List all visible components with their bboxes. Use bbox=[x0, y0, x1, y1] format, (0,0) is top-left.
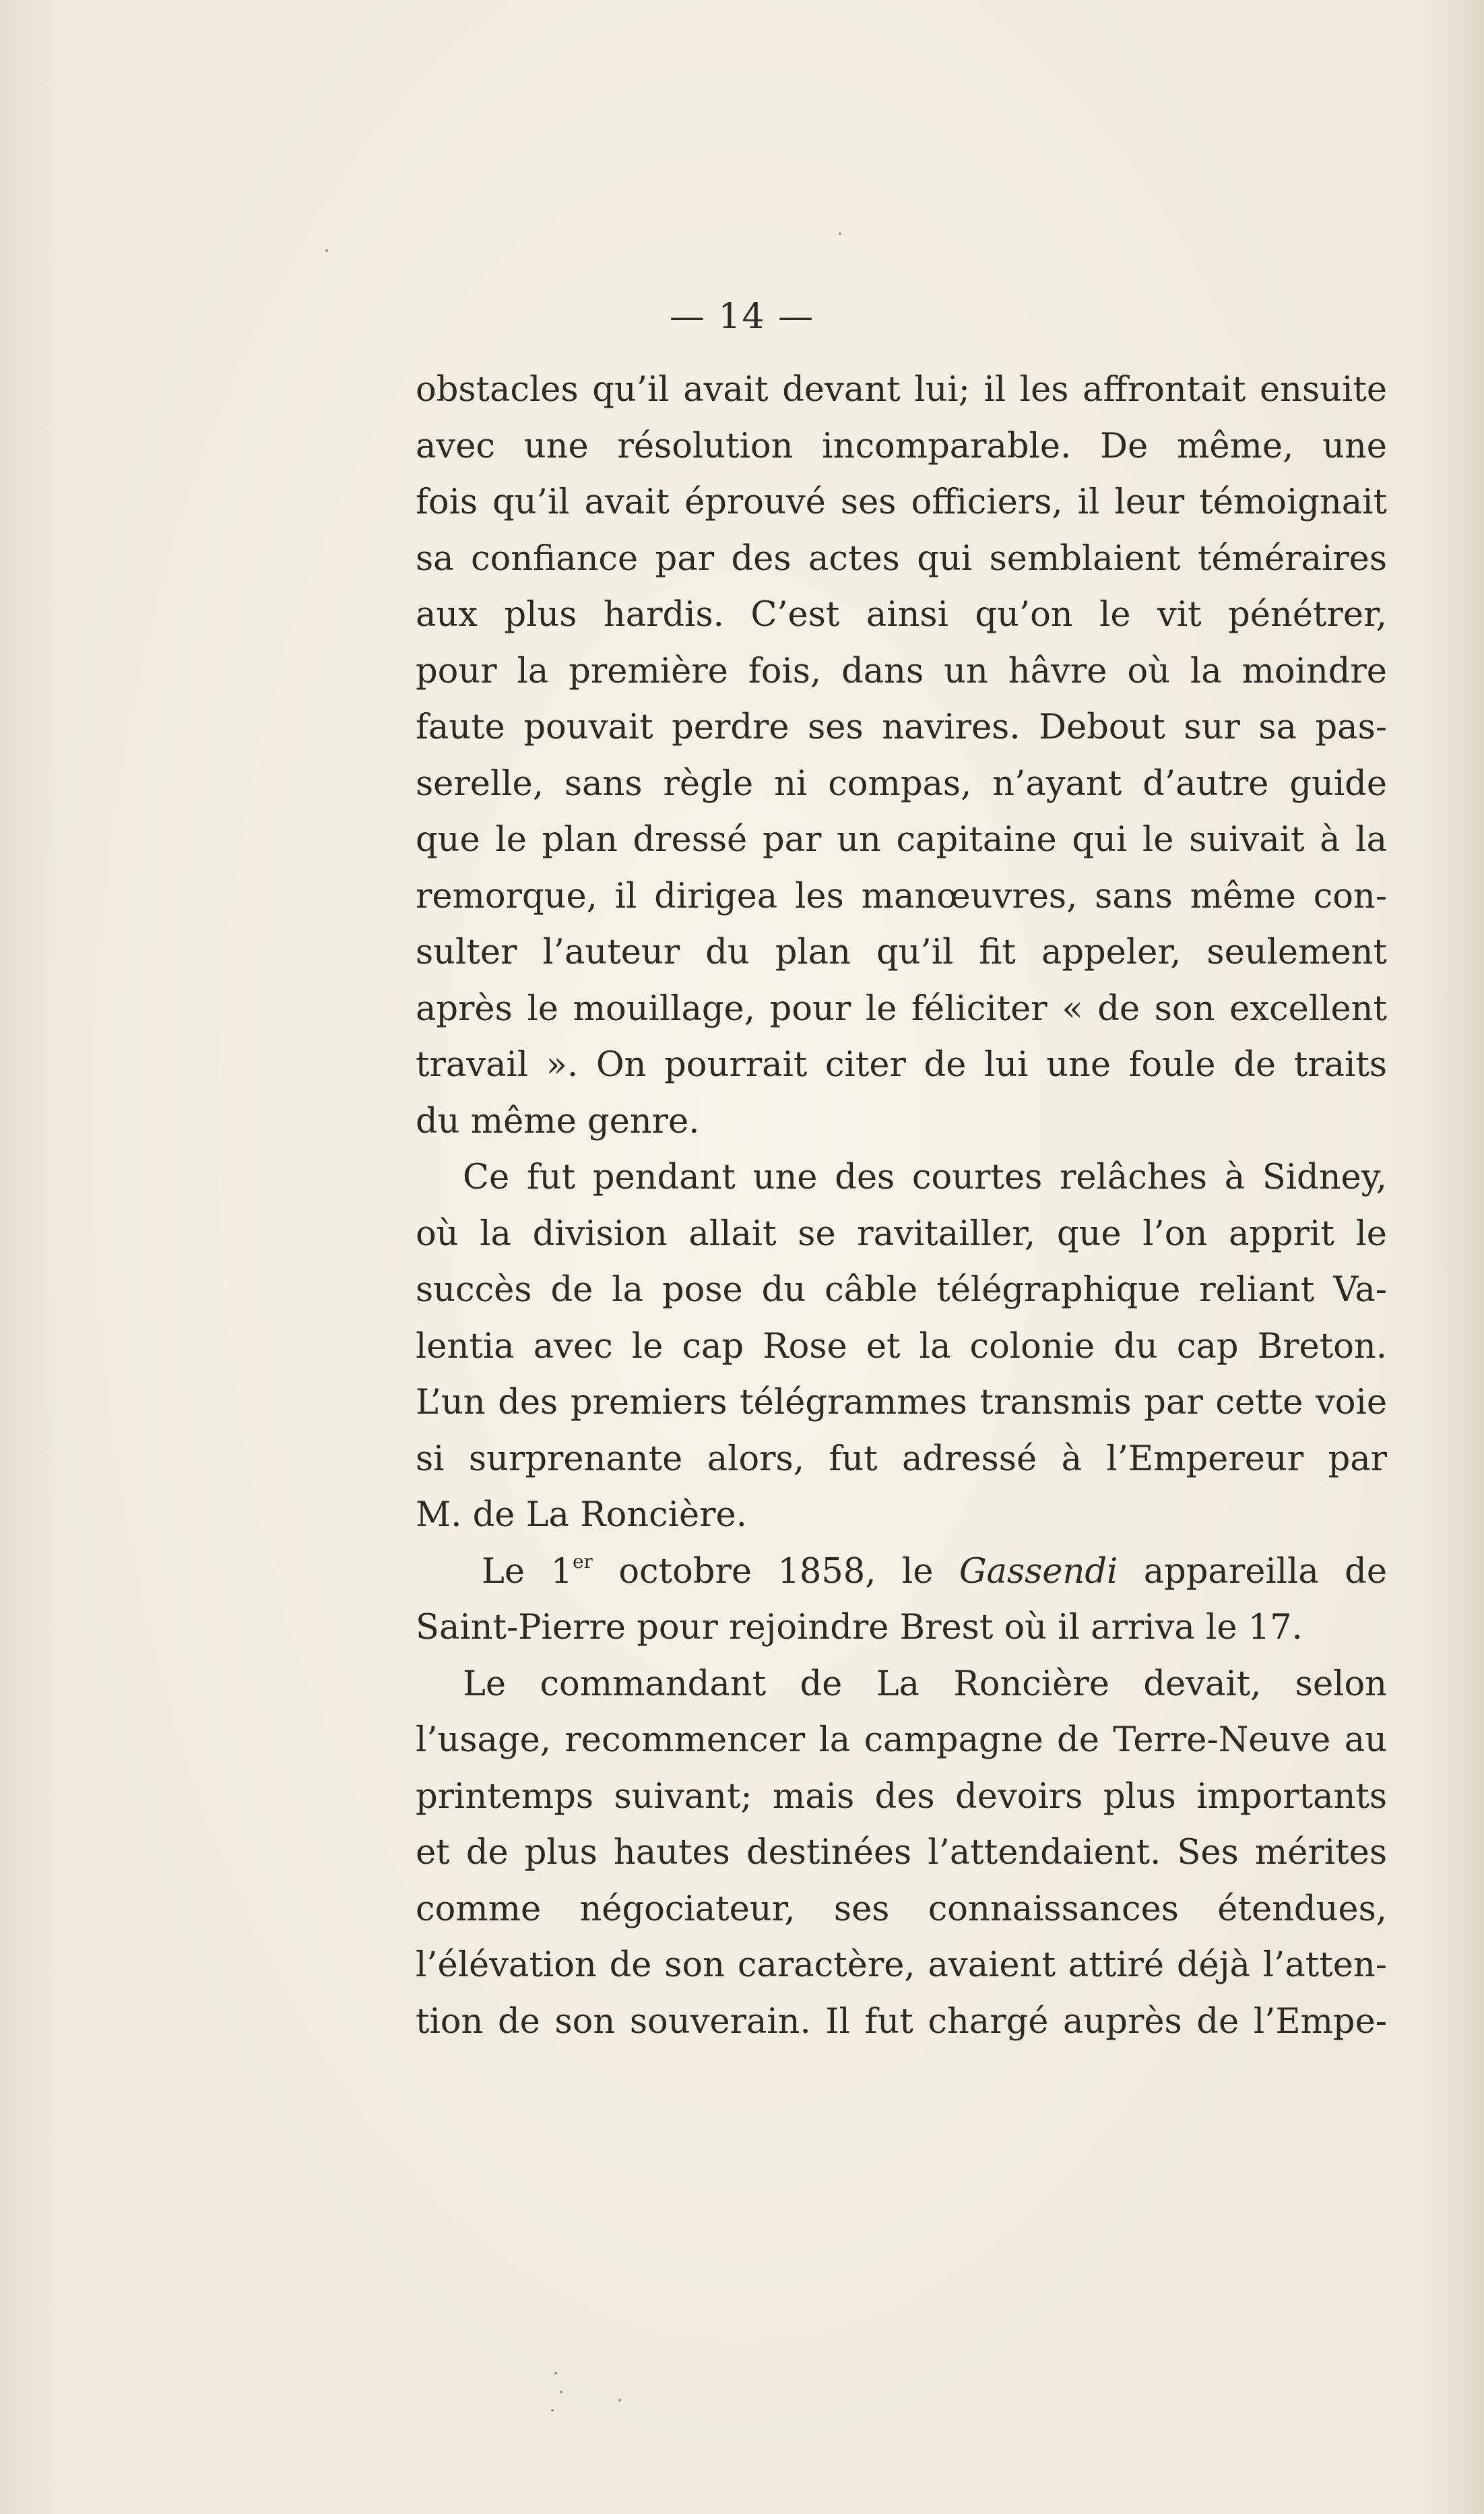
paper-speck bbox=[839, 232, 841, 235]
text-line: travail ». On pourrait citer de lui une foule de traits bbox=[416, 1045, 1387, 1085]
paper-speck bbox=[554, 2372, 557, 2375]
text-line: Ce fut pendant une des courtes relâches à Sidney, bbox=[463, 1158, 1387, 1197]
text-line: si surprenante alors, fut adressé à l’Empereur par bbox=[416, 1439, 1387, 1479]
text-line: M. de La Roncière. bbox=[416, 1495, 747, 1535]
body-text bbox=[416, 362, 1387, 2050]
paper-speck bbox=[560, 2391, 562, 2393]
text-line: Saint-Pierre pour rejoindre Brest où il arriva le 17. bbox=[416, 1608, 1303, 1647]
text-line: aux plus hardis. C’est ainsi qu’on le vit pénétrer, bbox=[416, 595, 1387, 635]
paper-speck bbox=[325, 249, 328, 252]
page-number: — 14 — bbox=[669, 296, 815, 337]
paper-speck bbox=[618, 2399, 621, 2401]
text-line: pour la première fois, dans un hâvre où la moindre bbox=[416, 651, 1387, 691]
ship-name: Gassendi bbox=[959, 1551, 1118, 1592]
text-line: serelle, sans règle ni compas, n’ayant d’autre guide bbox=[416, 763, 1387, 804]
text-line: Le commandant de La Roncière devait, selon bbox=[463, 1664, 1387, 1704]
ordinal-superscript: er bbox=[572, 1550, 593, 1573]
date-text: octobre 1858, le bbox=[592, 1551, 959, 1592]
text-line: printemps suivant; mais des devoirs plus importants bbox=[416, 1776, 1387, 1817]
text-line: obstacles qu’il avait devant lui; il les affrontait ensuite bbox=[416, 370, 1387, 410]
text-line: sa confiance par des actes qui semblaient téméraires bbox=[416, 538, 1387, 579]
text-line: du même genre. bbox=[416, 1101, 700, 1141]
text-line: après le mouillage, pour le féliciter « de son excellent bbox=[416, 988, 1387, 1029]
text-line: l’usage, recommencer la campagne de Terre-Neuve au bbox=[416, 1720, 1387, 1760]
text-line: l’élévation de son caractère, avaient attiré déjà l’atten- bbox=[416, 1945, 1387, 1985]
text-line: que le plan dressé par un capitaine qui le suivait à la bbox=[416, 820, 1387, 860]
text-line: comme négociateur, ses connaissances étendues, bbox=[416, 1889, 1387, 1929]
text-line: L’un des premiers télégrammes transmis par cette voie bbox=[416, 1383, 1387, 1422]
paper-speck bbox=[551, 2409, 554, 2412]
text-line: fois qu’il avait éprouvé ses officiers, il leur témoignait bbox=[416, 482, 1387, 522]
text-line: tion de son souverain. Il fut chargé auprès de l’Empe- bbox=[416, 2001, 1387, 2042]
text-line: lentia avec le cap Rose et la colonie du cap Breton. bbox=[416, 1326, 1387, 1366]
text-line: et de plus hautes destinées l’attendaient. Ses mérites bbox=[416, 1833, 1387, 1873]
text-line: où la division allait se ravitailler, que l’on apprit le bbox=[416, 1214, 1387, 1254]
date-prefix: Le 1 bbox=[482, 1551, 573, 1592]
text-line: remorque, il dirigea les manœuvres, sans même con- bbox=[416, 876, 1387, 916]
text-line: faute pouvait perdre ses navires. Debout sur sa pas- bbox=[416, 708, 1387, 747]
text-line: avec une résolution incomparable. De même, une bbox=[416, 426, 1387, 466]
text-line: sulter l’auteur du plan qu’il fit appeler, seulement bbox=[416, 933, 1387, 972]
text-line bbox=[416, 1544, 1387, 1600]
date-suffix: appareilla de bbox=[1118, 1551, 1387, 1592]
text-line: succès de la pose du câble télégraphique reliant Va- bbox=[416, 1270, 1387, 1310]
